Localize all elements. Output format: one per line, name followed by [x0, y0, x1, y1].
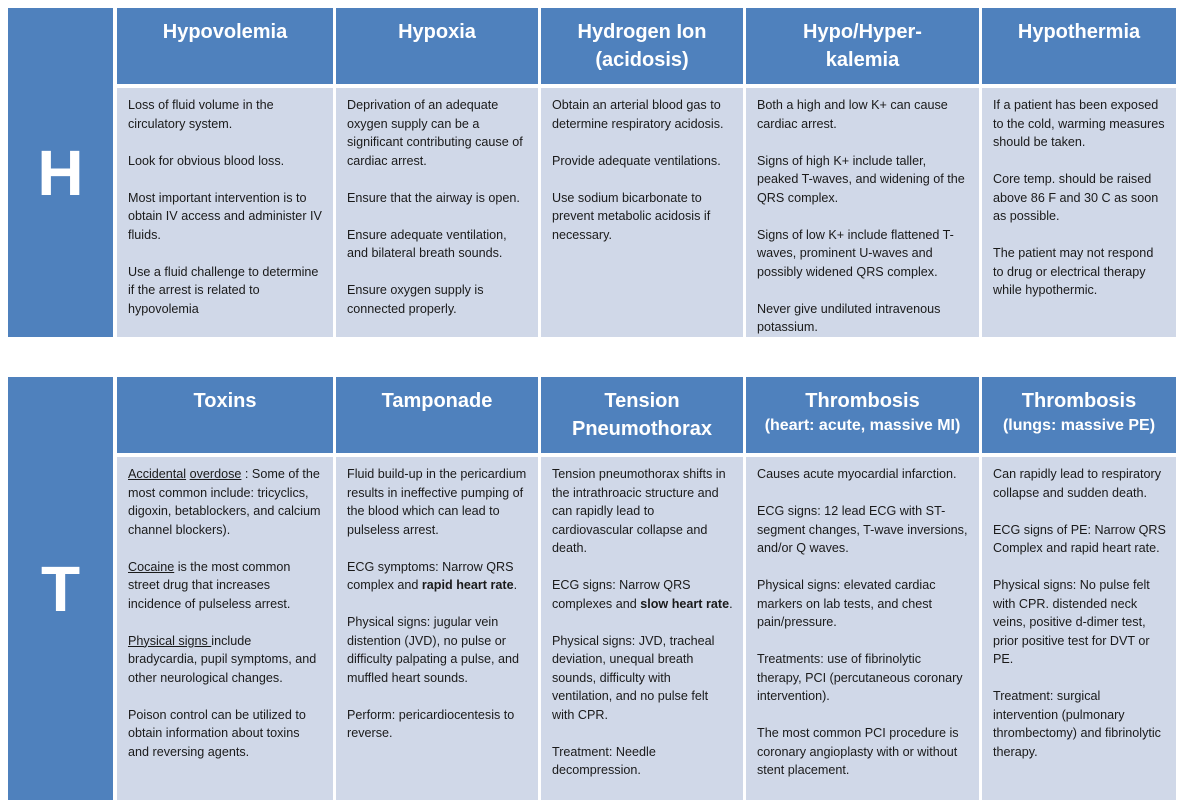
cell-paragraph: The patient may not respond to drug or electrical therapy while hypothermic.: [993, 246, 1154, 297]
text-run: Accidental: [128, 467, 187, 481]
cell-paragraph: Fluid build-up in the pericardium results in ineffective pumping of the blood which can lead to pulseless arrest.: [347, 467, 527, 537]
cell-paragraph: [128, 558, 323, 614]
cell-paragraph: Physical signs: jugular vein distention (JVD), no pulse or difficulty palpating a pulse, and muffled heart sounds.: [347, 615, 520, 685]
cell-hypo-hyper-kalemia: [746, 88, 979, 337]
cell-paragraph: If a patient has been exposed to the cold, warming measures should be taken.: [993, 98, 1165, 149]
header-thrombosis-lungs: [982, 377, 1176, 453]
column-title: Thrombosis: [805, 390, 920, 412]
cell-hypoxia: [336, 88, 538, 337]
cell-paragraph: The most common PCI procedure is coronary angioplasty with or without stent placement.: [757, 726, 959, 777]
header-hydrogen-ion: [541, 8, 743, 84]
column-subtitle: (heart: acute, massive MI): [764, 417, 961, 434]
cell-tension-pneumothorax: [541, 457, 743, 800]
column-title: Hypothermia: [1017, 21, 1141, 43]
row-letter-label: H: [37, 136, 84, 209]
cell-paragraph: Core temp. should be raised above 86 F and 30 C as soon as possible.: [993, 172, 1159, 223]
text-run: : Some of the most common include: tricyclics, digoxin, betablockers, and calcium channel blockers).: [128, 467, 321, 537]
cell-tamponade: [336, 457, 538, 800]
column-title: Thrombosis: [1021, 390, 1137, 412]
cell-paragraph: Treatment: Needle decompression.: [552, 744, 656, 777]
cell-paragraph: Most important intervention is to obtain IV access and administer IV fluids.: [128, 190, 322, 242]
cell-paragraph: Ensure oxygen supply is connected properly.: [347, 283, 484, 316]
row-letter-h: [8, 8, 113, 337]
column-title: Hypo/Hyper-kalemia: [803, 21, 922, 71]
cell-paragraph: Signs of high K+ include taller, peaked T-waves, and widening of the QRS complex.: [757, 153, 965, 205]
header-hypothermia: [982, 8, 1176, 84]
cell-paragraph: Obtain an arterial blood gas to determine respiratory acidosis.: [552, 98, 724, 131]
text-run: overdose: [189, 467, 242, 481]
header-tension-pneumothorax: [541, 377, 743, 453]
header-thrombosis-heart: [746, 377, 979, 453]
text-run: include bradycardia, pupil symptoms, and other neurological changes.: [128, 633, 317, 685]
text-run: Physical signs: [128, 633, 212, 648]
cell-paragraph: Physical signs: JVD, tracheal deviation, unequal breath sounds, difficulty with ventilation, and no pulse felt with CPR.: [552, 633, 715, 722]
cell-paragraph: Treatment: surgical intervention (pulmonary thrombectomy) and fibrinolytic therapy.: [993, 689, 1161, 759]
text-run: rapid heart rate: [421, 578, 514, 592]
cell-paragraph: Loss of fluid volume in the circulatory system.: [128, 98, 274, 131]
cell-paragraph: Both a high and low K+ can cause cardiac arrest.: [757, 98, 948, 131]
text-run: .: [729, 596, 733, 611]
cell-paragraph: Perform: pericardiocentesis to reverse.: [347, 707, 515, 740]
cell-paragraph: Signs of low K+ include flattened T-waves, prominent U-waves and possibly widened QRS complex.: [757, 227, 954, 279]
header-hypoxia: [336, 8, 538, 84]
cell-thrombosis-lungs: [982, 457, 1176, 800]
text-run: .: [513, 578, 518, 592]
cell-paragraph: Tension pneumothorax shifts in the intrathroacic structure and can rapidly lead to cardiovascular collapse and death.: [552, 467, 726, 555]
cell-paragraph: Deprivation of an adequate oxygen supply can be a significant contributing cause of cardiac arrest.: [347, 98, 523, 168]
cell-hydrogen-ion: [541, 88, 743, 337]
cell-paragraph: Poison control can be utilized to obtain information about toxins and reversing agents.: [128, 707, 306, 759]
cell-paragraph: Causes acute myocardial infarction.: [757, 467, 957, 481]
cell-paragraph: [128, 465, 323, 539]
column-title: Hydrogen Ion (acidosis): [577, 21, 707, 71]
header-hypovolemia: [117, 8, 333, 84]
cell-paragraph: Treatments: use of fibrinolytic therapy, PCI (percutaneous coronary intervention).: [757, 652, 963, 703]
cell-paragraph: Can rapidly lead to respiratory collapse and sudden death.: [993, 467, 1161, 500]
cell-paragraph: Never give undiluted intravenous potassium.: [757, 301, 941, 334]
cell-paragraph: [552, 576, 733, 613]
cell-paragraph: Ensure adequate ventilation, and bilateral breath sounds.: [347, 227, 507, 260]
cell-toxins: [117, 457, 333, 800]
cell-paragraph: Physical signs: No pulse felt with CPR. distended neck veins, positive d-dimer test, prior positive test for DVT or PE.: [993, 578, 1150, 666]
cell-paragraph: ECG signs of PE: Narrow QRS Complex and rapid heart rate.: [993, 522, 1166, 555]
text-run: ECG signs: Narrow QRS complexes and: [552, 578, 691, 611]
text-run: slow heart rate: [640, 596, 730, 611]
cell-hypovolemia: [117, 88, 333, 337]
cell-paragraph: Use a fluid challenge to determine if the arrest is related to hypovolemia: [128, 264, 319, 316]
cell-paragraph: Ensure that the airway is open.: [347, 190, 520, 205]
text-run: is the most common street drug that increases incidence of pulseless arrest.: [128, 559, 291, 611]
header-hypo-hyper-kalemia: [746, 8, 979, 84]
cell-paragraph: ECG signs: 12 lead ECG with ST-segment changes, T-wave inversions, and/or Q waves.: [757, 504, 968, 555]
column-title: Hypovolemia: [162, 21, 288, 43]
row-letter-label: T: [40, 552, 81, 625]
column-title: Toxins: [193, 390, 257, 412]
column-subtitle: (lungs: massive PE): [1002, 417, 1156, 434]
cell-thrombosis-heart: [746, 457, 979, 800]
cell-paragraph: Provide adequate ventilations.: [552, 153, 721, 168]
text-run: Cocaine: [128, 559, 175, 574]
cell-paragraph: Physical signs: elevated cardiac markers on lab tests, and chest pain/pressure.: [757, 578, 936, 629]
header-tamponade: [336, 377, 538, 453]
column-title: Tamponade: [381, 390, 493, 412]
cell-paragraph: Look for obvious blood loss.: [128, 153, 285, 168]
header-toxins: [117, 377, 333, 453]
column-title: Hypoxia: [398, 21, 476, 43]
column-title: Tension Pneumothorax: [571, 390, 713, 440]
text-run: ECG symptoms: Narrow QRS complex and: [347, 559, 514, 592]
cell-paragraph: [347, 558, 528, 595]
cell-paragraph: Use sodium bicarbonate to prevent metabolic acidosis if necessary.: [552, 190, 711, 242]
row-letter-t: [8, 377, 113, 800]
cell-hypothermia: [982, 88, 1176, 337]
cell-paragraph: [128, 632, 323, 688]
